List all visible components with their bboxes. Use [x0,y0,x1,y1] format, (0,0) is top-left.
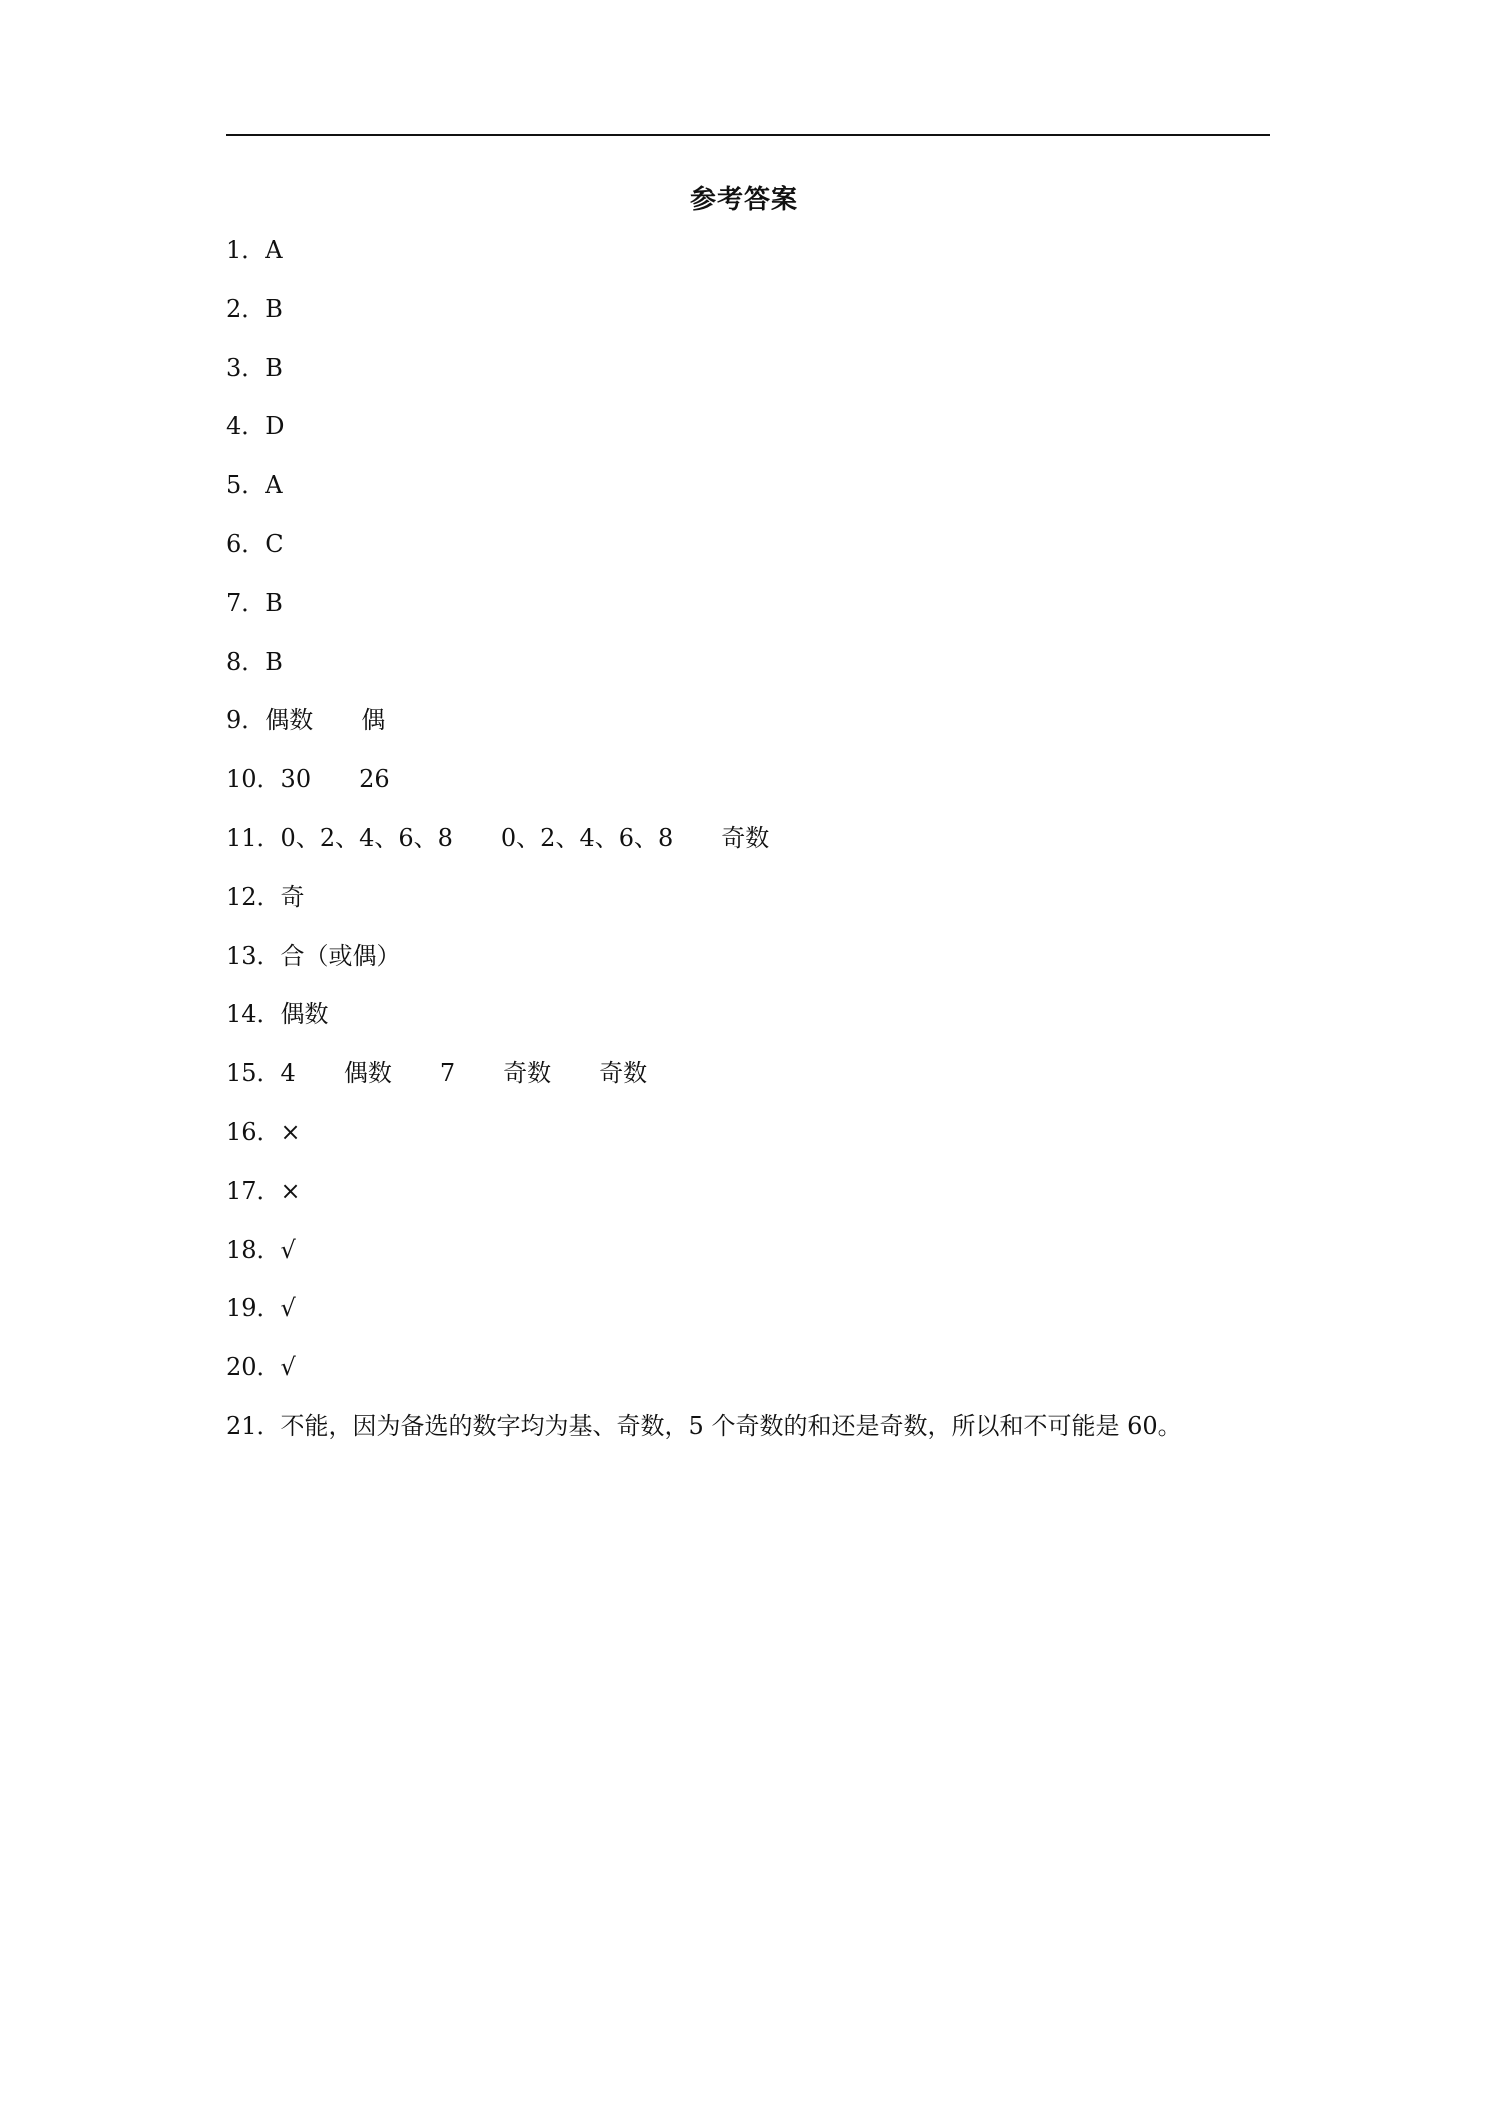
answer-number: 17． [226,1176,281,1205]
page-title: 参考答案 [689,185,798,215]
answer-number: 7． [226,588,266,617]
answer-number: 11． [226,823,281,852]
answer-text: √ [280,1294,296,1323]
answer-row [226,350,1182,409]
answer-number: 13． [226,941,281,970]
answer-text: 奇数 [721,823,770,852]
answer-number: 4． [226,412,266,441]
answer-text: A [265,471,283,500]
answer-text: × [280,1176,301,1205]
answer-row [226,1290,1182,1349]
answer-number: 1． [226,236,266,264]
answer-text: 7 [439,1059,456,1088]
answer-number: 3． [226,353,266,382]
answer-text: 偶数 [265,706,314,735]
answer-text: B [265,588,283,617]
answer-row [226,761,1182,820]
answer-row [226,291,1182,350]
answer-number: 9． [226,706,266,735]
answer-text: 4 [280,1059,296,1088]
answer-text: B [265,647,283,676]
answer-text: 偶数 [343,1059,392,1088]
answer-number: 20． [226,1353,281,1382]
answer-text: √ [280,1353,296,1382]
header-rule [226,134,1270,136]
answer-number: 12． [226,882,281,911]
answer-row [226,996,1182,1055]
answer-row [226,879,1182,938]
answer-text: 偶 [361,706,386,735]
answer-number: 5． [226,471,266,500]
answer-text: 奇 [280,882,305,911]
answer-number: 10． [226,765,281,794]
answer-row [226,702,1182,761]
answer-row [226,938,1182,997]
answer-text: 30 [280,765,312,794]
answer-row [226,585,1182,644]
answer-text: 不能，因为备选的数字均为基、奇数，5 个奇数的和还是奇数，所以和不可能是 60。 [280,1411,1182,1440]
answer-row [226,232,1182,291]
answer-row [226,1349,1182,1408]
answer-number: 18． [226,1235,281,1264]
answer-row [226,1173,1182,1232]
answer-number: 19． [226,1294,281,1323]
answer-number: 21． [226,1411,281,1440]
answer-number: 16． [226,1117,281,1146]
answer-text: D [265,412,285,441]
answer-text: 奇数 [503,1059,552,1088]
answer-row [226,1055,1182,1114]
answer-text: 0、2、4、6、8 [500,823,674,852]
answer-text: C [265,529,284,558]
answer-row [226,526,1182,585]
answer-text: √ [280,1235,296,1264]
answer-text: 奇数 [599,1059,648,1088]
answer-text: B [265,294,283,323]
answer-row [226,644,1182,703]
answer-text: 合（或偶） [280,941,401,970]
answer-number: 2． [226,294,266,323]
answer-number: 6． [226,529,266,558]
answer-number: 14． [226,1000,281,1029]
answer-row [226,1408,1182,1467]
answer-list [226,232,1182,1467]
answer-row [226,467,1182,526]
answer-row [226,820,1182,879]
answer-text: 偶数 [280,1000,329,1029]
answer-text: × [280,1117,301,1146]
answer-number: 8． [226,647,266,676]
answer-text: 26 [359,765,390,794]
answer-row [226,408,1182,467]
answer-row [226,1114,1182,1173]
answer-number: 15． [226,1059,281,1088]
answer-text: A [265,236,283,264]
answer-row [226,1232,1182,1291]
answer-text: 0、2、4、6、8 [280,823,453,852]
answer-text: B [265,353,283,382]
